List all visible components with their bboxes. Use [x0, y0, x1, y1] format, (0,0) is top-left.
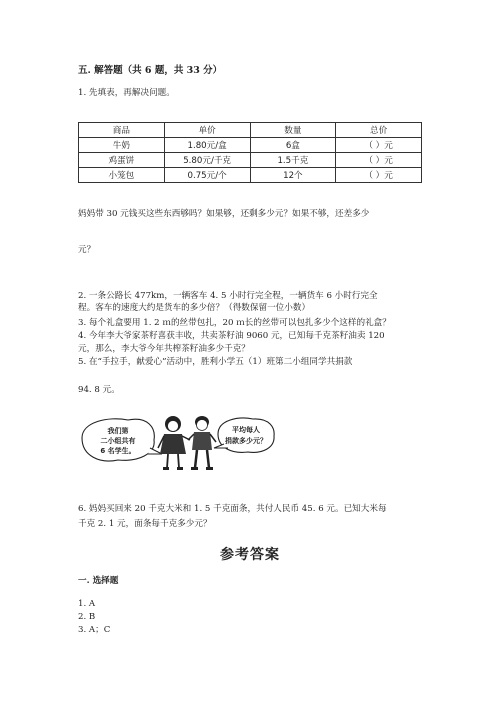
question-1-text-cont: 元？: [78, 245, 96, 255]
table-cell: 5.80元/千克: [164, 153, 250, 168]
left-bubble-line: 二小组共有: [100, 437, 136, 445]
price-table: [78, 122, 422, 183]
table-header-row: [79, 123, 422, 138]
left-bubble-line: 我们第: [107, 427, 129, 435]
question-6-line1: 6. 妈妈买回来 20 千克大米和 1. 5 千克面条，共付人民币 45. 6 元。已知大米每: [78, 504, 387, 514]
table-cell: 12个: [250, 168, 336, 183]
table-cell: 小笼包: [79, 168, 165, 183]
answers-title: 参考答案: [220, 547, 280, 563]
answer-item: 3. A；C: [78, 625, 111, 635]
table-cell: 0.75元/个: [164, 168, 250, 183]
answer-item: 2. B: [78, 612, 96, 622]
table-cell: 1.80元/盒: [164, 138, 250, 153]
question-4-line1: 4. 今年李大爷家茶籽喜获丰收，共卖茶籽油 9060 元，已知每千克茶籽油卖 120: [78, 331, 385, 341]
question-5-line1: 5. 在“手拉手，献爱心”活动中，胜利小学五（1）班第二小组同学共捐款: [78, 357, 353, 367]
left-bubble-line: 6 名学生。: [100, 447, 136, 455]
table-row: [79, 138, 422, 153]
table-cell: 鸡蛋饼: [79, 153, 165, 168]
table-header: 总价: [336, 123, 422, 138]
children-illustration: [78, 410, 276, 472]
right-bubble-line: 捐款多少元？: [225, 437, 267, 445]
question-6-line2: 千克 2. 1 元，面条每千克多少元？: [78, 519, 212, 529]
question-5-line2: 94. 8 元。: [78, 385, 120, 395]
question-2-line2: 程。客车的速度大约是货车的多少倍？（得数保留一位小数）: [78, 303, 311, 313]
table-header: 单价: [164, 123, 250, 138]
table-cell: （ ）元: [336, 168, 422, 183]
table-cell: 牛奶: [79, 138, 165, 153]
question-3: 3. 每个礼盒要用 1. 2 ｍ的丝带包扎，20 ｍ长的丝带可以包扎多少个这样的礼盒？: [78, 318, 391, 328]
answers-section-title: 一. 选择题: [78, 576, 119, 586]
boy-figure: [188, 416, 216, 470]
table-cell: 1.5千克: [250, 153, 336, 168]
question-4-line2: 元，那么，李大爷今年共榨茶籽油多少千克？: [78, 344, 250, 354]
table-row: [79, 153, 422, 168]
question-2-line1: 2. 一条公路长 477km，一辆客车 4. 5 小时行完全程，一辆货车 6 小时行完全: [78, 291, 378, 301]
question-1-intro: 1. 先填表，再解决问题。: [78, 88, 175, 98]
table-cell: （ ）元: [336, 153, 422, 168]
table-header: 商品: [79, 123, 165, 138]
section-title: 五. 解答题（共 6 题，共 33 分）: [78, 65, 223, 76]
table-row: [79, 168, 422, 183]
table-cell: 6盒: [250, 138, 336, 153]
answer-item: 1. A: [78, 599, 96, 609]
table-cell: （ ）元: [336, 138, 422, 153]
table-header: 数量: [250, 123, 336, 138]
girl-figure: [158, 416, 190, 470]
question-1-text: 妈妈带 30 元钱买这些东西够吗？如果够，还剩多少元？如果不够，还差多少: [78, 209, 370, 219]
right-bubble-line: 平均每人: [232, 426, 260, 434]
